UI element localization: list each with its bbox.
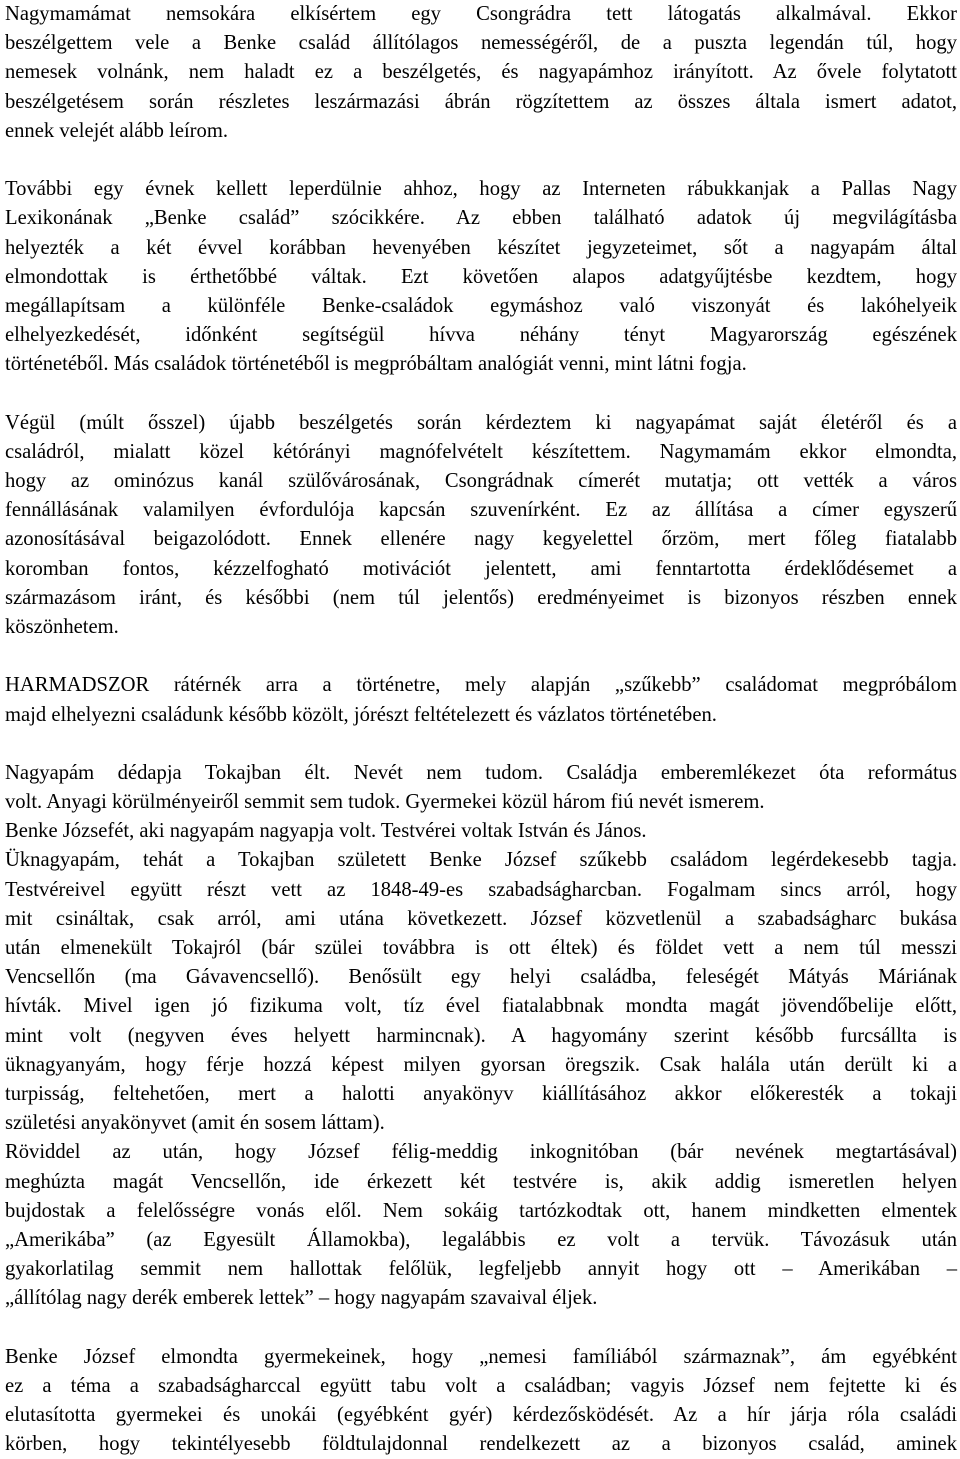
text-line: születési anyakönyvet (amit én sosem láttam). (5, 1112, 385, 1135)
paragraph (5, 1343, 957, 1459)
paragraph-gap (5, 379, 957, 408)
text-line: elhelyezkedését, időnként segítségül hívva néhány tényt Magyarország egészének (5, 324, 957, 347)
text-line: beszélgetésem során részletes leszármazási ábrán rögzítettem az összes általa ismert adatot, (5, 90, 957, 113)
paragraph-gap (5, 642, 957, 671)
paragraph-gap (5, 730, 957, 759)
paragraph (5, 671, 957, 729)
text-line: fennállásának valamilyen évfordulója kapcsán szuvenírként. Ez az állítása a címer egyszerű (5, 499, 957, 522)
text-line: Nagyapám dédapja Tokajban élt. Nevét nem tudom. Családja emberemlékezet óta református (5, 761, 957, 784)
text-line: koromban fontos, kézzelfogható motivációt jelentett, ami fenntartotta érdeklődésemet a (5, 557, 957, 580)
text-line: származásom iránt, és későbbi (nem túl jelentős) eredményeimet is bizonyos részben ennek (5, 586, 957, 609)
text-line: körben, hogy tekintélyesebb földtulajdonnal rendelkezett az a bizonyos család, aminek (5, 1433, 957, 1456)
text-line: További egy évnek kellett leperdülnie ahhoz, hogy az Interneten rábukkanjak a Pallas Nagy (5, 178, 957, 201)
text-line: mit csináltak, csak arról, ami utána következett. József közvetlenül a szabadságharc bukása (5, 907, 957, 930)
paragraph (5, 0, 957, 146)
text-line: Testvéreivel együtt részt vett az 1848-49-es szabadságharcban. Fogalmam sincs arról, hogy (5, 878, 957, 901)
text-line: ez a téma a szabadságharccal együtt tabu volt a családban; vagyis József nem fejtette ki és (5, 1374, 957, 1397)
text-line: Végül (múlt ősszel) újabb beszélgetés során kérdeztem ki nagyapámat saját életéről és a (5, 411, 957, 434)
text-line: gyakorlatilag semmit nem hallottak felőlük, legfeljebb annyit hogy ott – Amerikában – (5, 1258, 957, 1281)
text-line: üknagyanyám, hogy férje hozzá képest milyen gyorsan öregszik. Csak halála után derült ki a (5, 1053, 957, 1076)
text-line: beszélgettem vele a Benke család állítólagos nemességéről, de a puszta legendán túl, hogy (5, 32, 957, 55)
text-line: helyezték a két évvel korábban hevenyében készítet jegyzeteimet, sőt a nagyapám által (5, 236, 957, 259)
text-line: Üknagyapám, tehát a Tokajban született Benke József szűkebb családom legérdekesebb tagja. (5, 849, 957, 872)
text-line: Benke Józsefét, aki nagyapám nagyapja volt. Testvérei voltak István és János. (5, 820, 647, 843)
paragraph (5, 175, 957, 379)
text-line: Vencsellőn (ma Gávavencsellő). Benősült egy helyi családba, feleségét Mátyás Máriának (5, 966, 957, 989)
text-line: családról, mialatt közel kétórányi magnófelvételt készítettem. Nagymamám ekkor elmondta, (5, 440, 957, 463)
paragraph (5, 759, 957, 1314)
text-line: ennek velejét alább leírom. (5, 119, 229, 142)
text-line: Nagymamámat nemsokára elkísértem egy Csongrádra tett látogatás alkalmával. Ekkor (5, 3, 957, 25)
text-line: hogy az ominózus kanál szülővárosának, Csongrádnak címerét mutatja; ott vették a város (5, 470, 957, 492)
text-line: Lexikonának „Benke család” szócikkére. Az ebben található adatok új megvilágításba (5, 207, 957, 230)
text-line: bujdostak a felelősségre vonás elől. Nem sokáig tartózkodtak ott, hanem mindketten elmentek (5, 1199, 957, 1222)
paragraph (5, 409, 957, 643)
text-line: volt. Anyagi körülményeiről semmit sem tudok. Gyermekei közül három fiú nevét ismerem. (5, 791, 765, 814)
text-line: azonosításával beigazolódott. Ennek ellenére nagy kegyelettel őrzöm, mert főleg fiatalabb (5, 528, 957, 551)
text-line: nemesek volnánk, nem haladt ez a beszélgetés, és nagyapámhoz irányított. Az ővele folytatott (5, 61, 957, 84)
text-line: turpisság, feltehetően, mert a halotti anyakönyv kiállításához akkor előkeresték a tokaji (5, 1082, 957, 1105)
paragraph-gap (5, 146, 957, 175)
text-line: hívták. Mivel igen jó fizikuma volt, tíz ével fiatalabbnak mondta magát jövendőbelije előtt, (5, 995, 957, 1018)
text-line: történetéből. Más családok történetéből is megpróbáltam analógiát venni, mint látni fogja. (5, 353, 747, 376)
text-line: „Amerikába” (az Egyesült Államokba), legalábbis ez volt a tervük. Távozásuk után (5, 1228, 957, 1251)
text-line: köszönhetem. (5, 615, 119, 638)
document-page (5, 0, 957, 1459)
text-line: elmondottak is érthetőbbé váltak. Ezt követően alapos adatgyűjtésbe kezdtem, hogy (5, 265, 957, 288)
paragraph-gap (5, 1313, 957, 1342)
text-line: HARMADSZOR rátérnék arra a történetre, mely alapján „szűkebb” családomat megpróbálom (5, 674, 957, 697)
text-line: elutasította gyermekei és unokái (egyébként gyér) kérdezősködését. Az a hír járja róla családi (5, 1404, 957, 1426)
text-line: Röviddel az után, hogy József félig-meddig inkognitóban (bár nevének megtartásával) (5, 1141, 957, 1164)
text-line: meghúzta magát Vencsellőn, ide érkezett két testvére is, akik addig ismeretlen helyen (5, 1170, 957, 1193)
text-line: után elmenekült Tokajról (bár szülei továbbra is ott éltek) és földet vett a nem túl messzi (5, 937, 957, 959)
text-line: Benke József elmondta gyermekeinek, hogy „nemesi famíliából származnak”, ám egyébként (5, 1345, 957, 1368)
text-line: mint volt (negyven éves helyett harmincnak). A hagyomány szerint később furcsállta is (5, 1024, 957, 1047)
text-line: „állítólag nagy derék emberek lettek” – hogy nagyapám szavaival éljek. (5, 1287, 598, 1310)
text-line: megállapítsam a különféle Benke-családok egymáshoz való viszonyát és lakóhelyeik (5, 294, 957, 317)
text-line: majd elhelyezni családunk később közölt, jórészt feltételezett és vázlatos történetében. (5, 703, 717, 726)
